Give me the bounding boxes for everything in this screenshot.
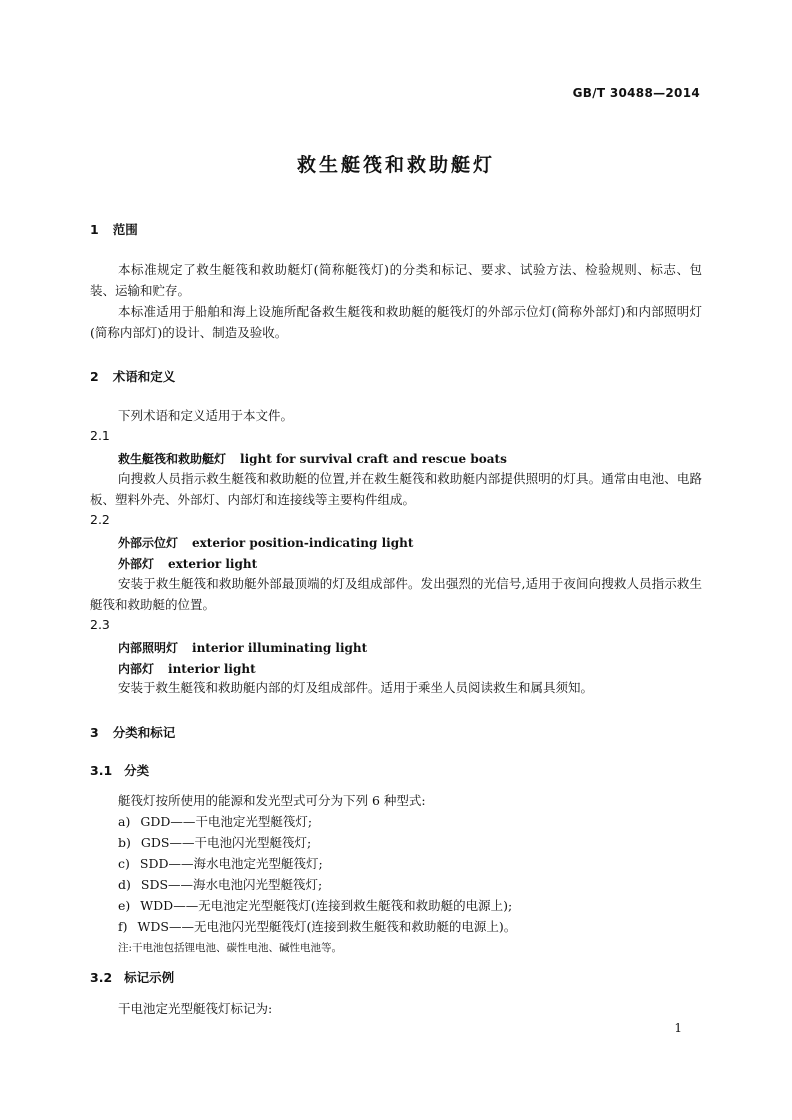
list-item: e) WDD——无电池定光型艇筏灯(连接到救生艇筏和救助艇的电源上); (118, 898, 513, 913)
section-number: 2 (90, 369, 99, 384)
clause-number: 2.2 (90, 512, 110, 527)
term-entry (118, 450, 507, 467)
term-chinese: 外部灯 (118, 557, 155, 571)
terms-intro: 下列术语和定义适用于本文件。 (118, 408, 294, 423)
list-item: a) GDD——干电池定光型艇筏灯; (118, 814, 313, 829)
scope-paragraph-1: 本标准规定了救生艇筏和救助艇灯(简称艇筏灯)的分类和标记、要求、试验方法、检验规则、标志、包装、运输和贮存。 (90, 262, 702, 298)
section-3-heading (90, 723, 175, 741)
section-title: 术语和定义 (112, 369, 176, 384)
scope-paragraph-2: 本标准适用于船舶和海上设施所配备救生艇筏和救助艇的艇筏灯的外部示位灯(简称外部灯)和内部照明灯(简称内部灯)的设计、制造及验收。 (90, 304, 702, 340)
section-number: 3 (90, 725, 99, 740)
term-english: exterior position-indicating light (192, 536, 414, 550)
term-chinese: 内部照明灯 (118, 641, 179, 655)
term-entry (118, 639, 367, 656)
section-title: 范围 (112, 222, 138, 237)
page-number: 1 (674, 1021, 682, 1035)
term-chinese: 外部示位灯 (118, 536, 179, 550)
term-chinese: 内部灯 (118, 662, 155, 676)
term-english: interior light (168, 662, 256, 676)
term-english: exterior light (168, 557, 258, 571)
document-title: 救生艇筏和救助艇灯 (296, 154, 495, 176)
list-item: d) SDS——海水电池闪光型艇筏灯; (118, 877, 323, 892)
term-english: light for survival craft and rescue boats (240, 452, 507, 466)
section-2-heading (90, 367, 175, 385)
section-title: 标记示例 (124, 970, 175, 985)
term-english: interior illuminating light (192, 641, 368, 655)
term-definition: 安装于救生艇筏和救助艇外部最顶端的灯及组成部件。发出强烈的光信号,适用于夜间向搜救人员指示救生艇筏和救助艇的位置。 (90, 576, 702, 612)
term-entry (118, 534, 413, 551)
subsection-3-2-heading (90, 968, 174, 986)
section-1-heading (90, 220, 138, 238)
term-alternative (118, 660, 256, 677)
term-chinese: 救生艇筏和救助艇灯 (118, 452, 227, 466)
marking-example-text: 干电池定光型艇筏灯标记为: (118, 1001, 273, 1016)
section-title: 分类 (124, 763, 150, 778)
section-title: 分类和标记 (112, 725, 176, 740)
classification-intro: 艇筏灯按所使用的能源和发光型式可分为下列 6 种型式: (118, 793, 426, 808)
list-item: f) WDS——无电池闪光型艇筏灯(连接到救生艇筏和救助艇的电源上)。 (118, 919, 517, 934)
standard-number: GB/T 30488—2014 (572, 86, 700, 100)
note: 注:干电池包括锂电池、碳性电池、碱性电池等。 (118, 942, 343, 954)
term-alternative (118, 555, 257, 572)
clause-number: 2.1 (90, 428, 110, 443)
list-item: b) GDS——干电池闪光型艇筏灯; (118, 835, 312, 850)
subsection-3-1-heading (90, 761, 149, 779)
section-number: 3.2 (90, 970, 113, 985)
section-number: 3.1 (90, 763, 113, 778)
term-definition: 向搜救人员指示救生艇筏和救助艇的位置,并在救生艇筏和救助艇内部提供照明的灯具。通常由电池、电路板、塑料外壳、外部灯、内部灯和连接线等主要构件组成。 (90, 471, 702, 507)
list-item: c) SDD——海水电池定光型艇筏灯; (118, 856, 323, 871)
term-definition: 安装于救生艇筏和救助艇内部的灯及组成部件。适用于乘坐人员阅读救生和属具须知。 (118, 680, 594, 695)
section-number: 1 (90, 222, 99, 237)
clause-number: 2.3 (90, 617, 110, 632)
